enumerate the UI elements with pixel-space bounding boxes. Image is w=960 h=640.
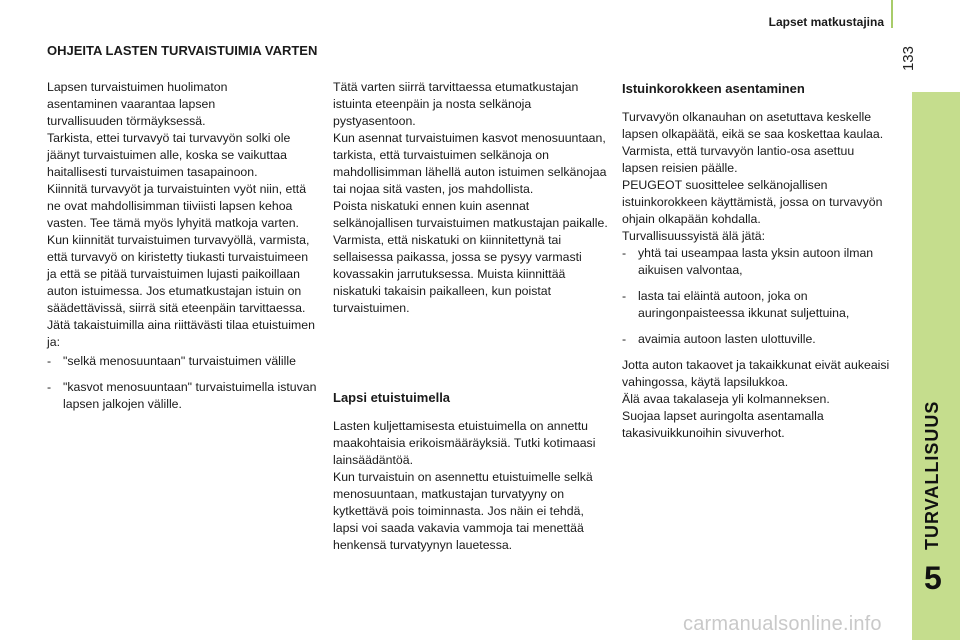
paragraph: Turvallisuussyistä älä jätä: (622, 229, 766, 243)
list-item (47, 379, 319, 413)
paragraph: Lasten kuljettamisesta etuistuimella on annettu maakohtaisia erikoismääräyksiä. Tutki kotimaasi lainsäädäntöä. (333, 419, 596, 467)
paragraph: Kiinnitä turvavyöt ja turvaistuinten vyöt niin, että ne ovat mahdollisimman tiiviisti lapsen kehoa vasten. Tee tämä myös lyhyitä matkoja varten. (47, 182, 307, 230)
header-divider (891, 0, 893, 28)
list-item (47, 353, 319, 370)
paragraph: Älä avaa takalaseja yli kolmanneksen. (622, 392, 830, 406)
watermark: carmanualsonline.info (683, 613, 882, 635)
page-number: 133 (900, 46, 917, 72)
section-heading: Lapsi etuistuimella (333, 390, 451, 405)
list-item-text: "kasvot menosuuntaan" turvaistuimella istuvan lapsen jalkojen välille. (63, 380, 317, 411)
column-2 (333, 79, 608, 317)
list-item (622, 331, 890, 348)
column-1 (47, 79, 319, 413)
list-dash: - (622, 289, 627, 303)
paragraph: Kun kiinnität turvaistuimen turvavyöllä, varmista, että turvavyö on kiristetty tiukasti turvaistuimeen ja että se pitää turvaistuimen lujasti paikoillaan auton istuimessa. Jos etumatkustajan istuin on säädettävissä, siirrä sitä eteenpäin tarvittaessa. (47, 233, 310, 315)
chapter-tab-label: TURVALLISUUS (922, 400, 942, 550)
list-item (622, 245, 890, 279)
list-item-text: avaimia autoon lasten ulottuville. (638, 332, 816, 346)
paragraph: Varmista, että turvavyön lantio-osa asettuu lapsen reisien päälle. (622, 144, 855, 175)
paragraph: Jätä takaistuimilla aina riittävästi tilaa etuistuimen ja: (47, 318, 315, 349)
paragraph: PEUGEOT suosittelee selkänojallisen istuinkorokkeen käyttämistä, jossa on turvavyön ohjain olkapään kohdalla. (622, 178, 883, 226)
list-item-text: "selkä menosuuntaan" turvaistuimen välille (63, 354, 296, 368)
list-item-text: lasta tai eläintä autoon, joka on auringonpaisteessa ikkunat suljettuina, (638, 289, 850, 320)
column-3 (622, 80, 890, 442)
section-heading: Istuinkorokkeen asentaminen (622, 81, 805, 96)
list-dash: - (622, 332, 627, 346)
chapter-tab (912, 92, 960, 640)
paragraph: Tarkista, ettei turvavyö tai turvavyön solki ole jäänyt turvaistuimen alle, koska se vaikuttaa haitallisesti turvaistuimen tasapainoon. (47, 131, 291, 179)
list-dash: - (47, 354, 52, 368)
list-dash: - (47, 380, 52, 394)
paragraph: Kun asennat turvaistuimen kasvot menosuuntaan, tarkista, että turvaistuimen selkänoja on mahdollisimman lähellä auton istuimen selkänojaa tai nojaa sitä vasten, jos mahdollista. (333, 131, 607, 196)
paragraph: Varmista, että niskatuki on kiinnitettynä tai sellaisessa paikassa, jossa se pysyy varmasti kovassakin jarrutuksessa. Muista kiinnittää niskatuki takaisin paikalleen, kun poistat turvaistuimen. (333, 233, 582, 315)
paragraph: Kun turvaistuin on asennettu etuistuimelle selkä menosuuntaan, matkustajan turvatyyny on kytkettävä pois toiminnasta. Jos näin ei tehdä, lapsi voi saada vakavia vammoja tai menettää henkensä turvatyynyn lauetessa. (333, 470, 593, 552)
list-dash: - (622, 246, 627, 260)
paragraph: Tätä varten siirrä tarvittaessa etumatkustajan istuinta eteenpäin ja nosta selkänoja pystyasentoon. (333, 80, 579, 128)
front-seat-section (333, 389, 608, 554)
list-item (622, 288, 890, 322)
paragraph: Lapsen turvaistuimen huolimaton asentaminen vaarantaa lapsen turvallisuuden törmäyksessä. (47, 80, 228, 128)
paragraph: Suojaa lapset auringolta asentamalla takasivuikkunoihin sivuverhot. (622, 409, 824, 440)
list-item-text: yhtä tai useampaa lasta yksin autoon ilman aikuisen valvontaa, (638, 246, 874, 277)
paragraph: Turvavyön olkanauhan on asetuttava keskelle lapsen olkapäätä, eikä se saa koskettaa kaulaa. (622, 110, 884, 141)
paragraph: Poista niskatuki ennen kuin asennat selkänojallisen turvaistuimen matkustajan paikalle. (333, 199, 608, 230)
chapter-number: 5 (924, 560, 942, 596)
section-title: OHJEITA LASTEN TURVAISTUIMIA VARTEN (47, 43, 318, 58)
running-header: Lapset matkustajina (768, 15, 884, 29)
paragraph: Jotta auton takaovet ja takaikkunat eivät aukeaisi vahingossa, käytä lapsilukkoa. (622, 358, 890, 389)
